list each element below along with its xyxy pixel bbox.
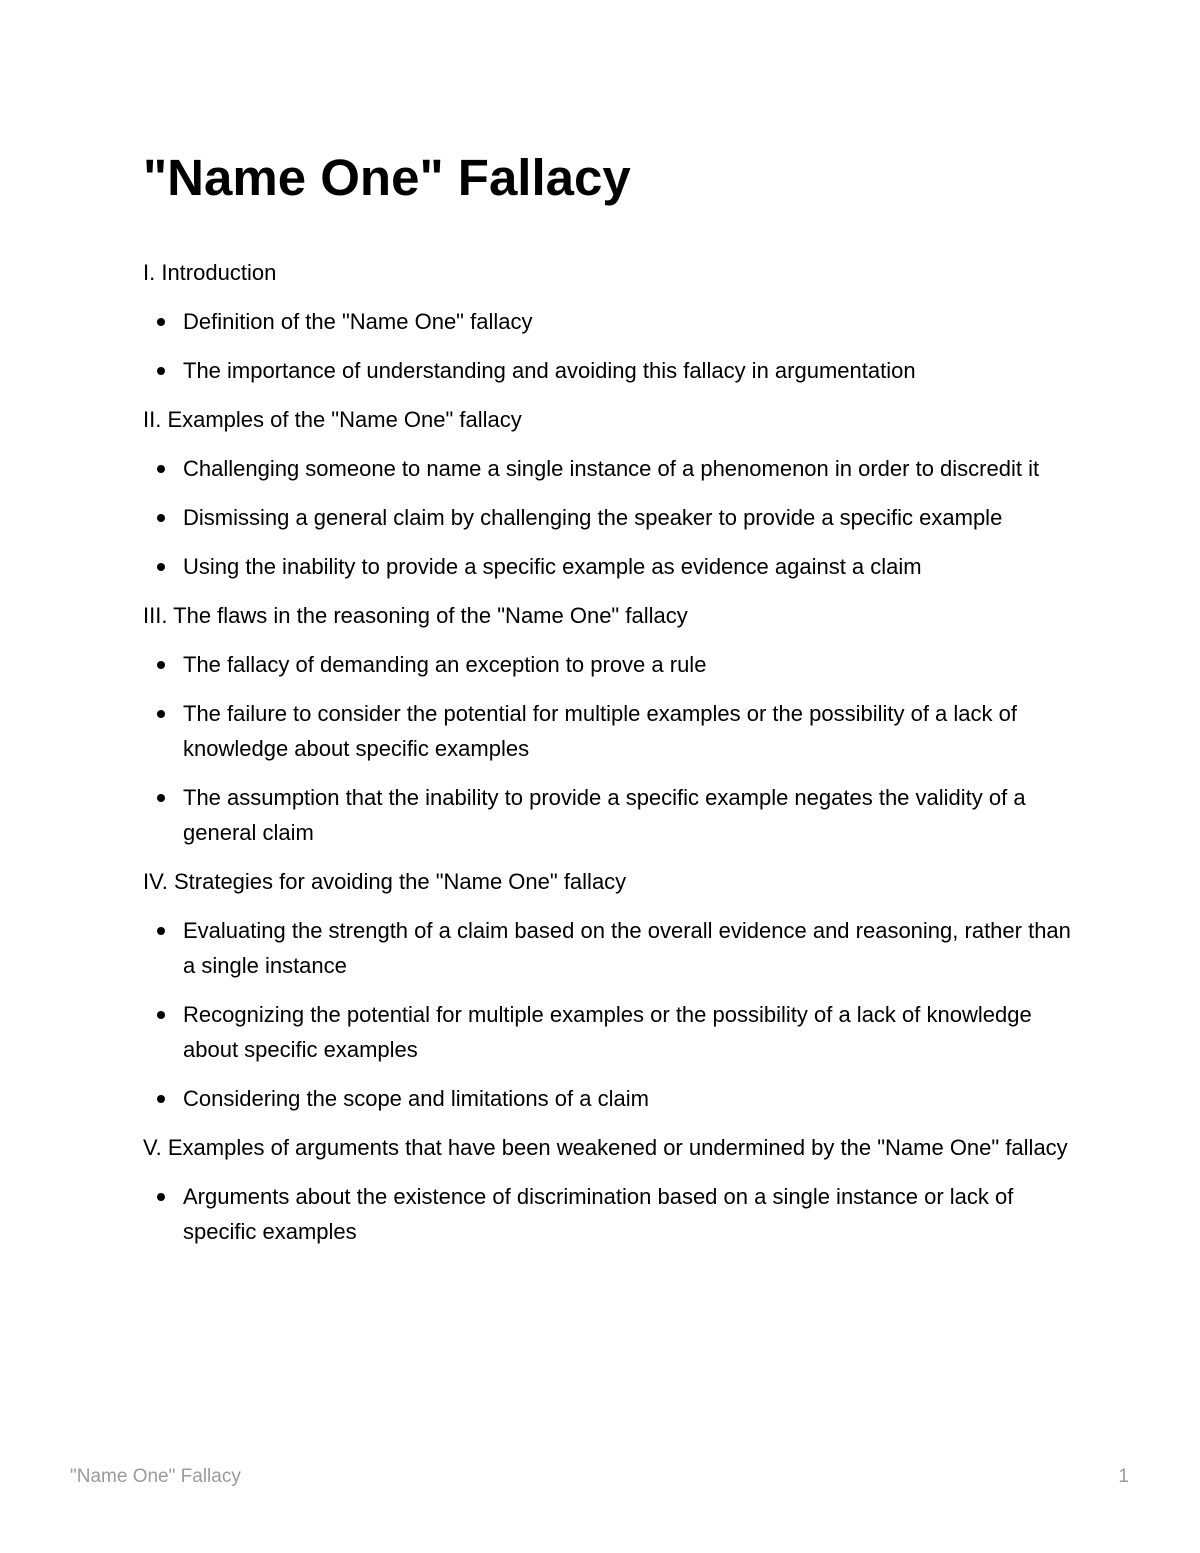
list-item-text: Recognizing the potential for multiple examples or the possibility of a lack of knowledge about specific examples [183,1002,1032,1062]
list-item-text: The failure to consider the potential for multiple examples or the possibility of a lack of knowledge about specific examples [183,701,1017,761]
section-flaws [143,598,1073,850]
section-heading: IV. Strategies for avoiding the "Name One" fallacy [143,869,627,894]
section-heading: V. Examples of arguments that have been weakened or undermined by the "Name One" fallacy [143,1135,1068,1160]
bullet-icon [157,318,165,326]
bullet-icon [157,661,165,669]
list-item [143,1081,1073,1116]
list-item [143,997,1073,1067]
list-item-text: The fallacy of demanding an exception to prove a rule [183,652,707,677]
list-item [143,696,1073,766]
bullet-list [143,451,1073,584]
list-item-text: The assumption that the inability to provide a specific example negates the validity of a general claim [183,785,1026,845]
section-heading: I. Introduction [143,260,277,285]
bullet-list [143,1179,1073,1249]
list-item-text: Dismissing a general claim by challenging the speaker to provide a specific example [183,505,1003,530]
list-item-text: Challenging someone to name a single instance of a phenomenon in order to discredit it [183,456,1040,481]
list-item [143,304,1073,339]
section-examples [143,402,1073,584]
list-item [143,549,1073,584]
list-item-text: Arguments about the existence of discrimination based on a single instance or lack of specific examples [183,1184,1014,1244]
section-introduction [143,255,1073,388]
bullet-icon [157,465,165,473]
bullet-icon [157,1011,165,1019]
list-item-text: Definition of the "Name One" fallacy [183,309,533,334]
list-item [143,353,1073,388]
bullet-icon [157,514,165,522]
list-item [143,913,1073,983]
list-item [143,1179,1073,1249]
footer-title: "Name One" Fallacy [70,1466,241,1487]
bullet-icon [157,367,165,375]
bullet-icon [157,1095,165,1103]
bullet-list [143,647,1073,850]
bullet-icon [157,563,165,571]
footer-page-number: 1 [1118,1466,1129,1487]
list-item [143,647,1073,682]
list-item [143,451,1073,486]
bullet-icon [157,927,165,935]
list-item-text: Evaluating the strength of a claim based on the overall evidence and reasoning, rather than a single instance [183,918,1071,978]
list-item-text: The importance of understanding and avoiding this fallacy in argumentation [183,358,916,383]
bullet-icon [157,1193,165,1201]
bullet-icon [157,710,165,718]
list-item [143,780,1073,850]
list-item [143,500,1073,535]
document-outline [143,255,1073,1263]
list-item-text: Considering the scope and limitations of a claim [183,1086,649,1111]
list-item-text: Using the inability to provide a specific example as evidence against a claim [183,554,922,579]
section-strategies [143,864,1073,1116]
bullet-list [143,304,1073,388]
section-weakened-arguments [143,1130,1073,1249]
section-heading: III. The flaws in the reasoning of the "Name One" fallacy [143,603,688,628]
bullet-icon [157,794,165,802]
section-heading: II. Examples of the "Name One" fallacy [143,407,522,432]
bullet-list [143,913,1073,1116]
document-title: "Name One" Fallacy [143,149,631,206]
